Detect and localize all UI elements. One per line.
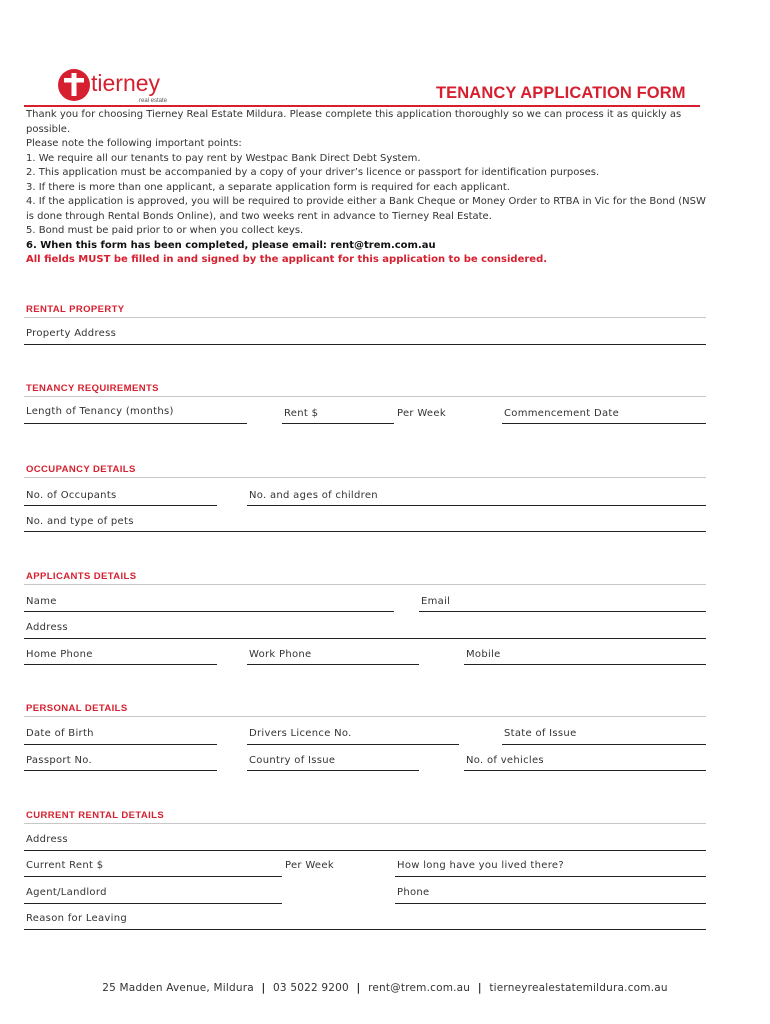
footer-address: 25 Madden Avenue, Mildura — [102, 982, 254, 994]
section-heading-personal: PERSONAL DETAILS — [26, 703, 128, 714]
state-of-issue-field[interactable] — [502, 744, 706, 745]
section-heading-current-rental: CURRENT RENTAL DETAILS — [26, 810, 165, 821]
page-title: TENANCY APPLICATION FORM — [436, 84, 686, 102]
dob-field[interactable] — [24, 744, 217, 745]
intro-point: 4. If the application is approved, you will be required to provide either a Bank Cheque or Money Order to RTBA in Vic for the Bond (NSW is done through Rental Bonds Online), and two weeks rent in advance to Tierney Real Estate. — [26, 196, 706, 222]
how-long-field[interactable] — [395, 876, 706, 877]
intro-text — [26, 108, 706, 268]
section-divider — [24, 716, 706, 717]
country-of-issue-label: Country of Issue — [249, 755, 336, 766]
country-of-issue-field[interactable] — [247, 770, 419, 771]
state-of-issue-label: State of Issue — [504, 728, 577, 739]
intro-warning: All fields MUST be filled in and signed by the applicant for this application to be considered. — [26, 254, 548, 265]
footer-phone: 03 5022 9200 — [273, 982, 349, 994]
reason-for-leaving-label: Reason for Leaving — [26, 913, 128, 924]
length-of-tenancy-field[interactable] — [24, 423, 247, 424]
current-rent-field[interactable] — [24, 876, 282, 877]
section-heading-occupancy: OCCUPANCY DETAILS — [26, 464, 136, 475]
rent-field[interactable] — [282, 423, 394, 424]
licence-field[interactable] — [247, 744, 459, 745]
commencement-date-field[interactable] — [502, 423, 706, 424]
logo-wordmark: tierney — [91, 70, 161, 96]
mobile-label: Mobile — [466, 649, 501, 660]
vehicles-field[interactable] — [464, 770, 706, 771]
footer-website[interactable]: tierneyrealestatemildura.com.au — [489, 982, 668, 994]
passport-field[interactable] — [24, 770, 217, 771]
occupants-label: No. of Occupants — [26, 490, 117, 501]
pets-field[interactable] — [24, 531, 706, 532]
footer-separator: | — [356, 982, 361, 994]
logo-tagline: real estate — [139, 98, 168, 104]
vehicles-label: No. of vehicles — [466, 755, 544, 766]
current-rent-label: Current Rent $ — [26, 860, 104, 871]
section-divider — [24, 317, 706, 318]
tierney-logo-icon — [55, 64, 215, 106]
address-field[interactable] — [24, 638, 706, 639]
intro-point: 2. This application must be accompanied by a copy of your driver’s licence or passport for identification purposes. — [26, 167, 600, 178]
how-long-label: How long have you lived there? — [397, 860, 564, 871]
address-label: Address — [26, 622, 68, 633]
reason-for-leaving-field[interactable] — [24, 929, 706, 930]
commencement-date-label: Commencement Date — [504, 408, 620, 419]
footer-email[interactable]: rent@trem.com.au — [368, 982, 471, 994]
footer — [0, 982, 770, 994]
agent-landlord-label: Agent/Landlord — [26, 887, 107, 898]
section-heading-tenancy-requirements: TENANCY REQUIREMENTS — [26, 383, 159, 394]
agent-landlord-field[interactable] — [24, 903, 282, 904]
intro-line: Thank you for choosing Tierney Real Estate Mildura. Please complete this application thoroughly so we can process it as quickly as possible. — [26, 109, 682, 135]
name-label: Name — [26, 596, 57, 607]
section-heading-applicants: APPLICANTS DETAILS — [26, 571, 137, 582]
section-divider — [24, 584, 706, 585]
licence-label: Drivers Licence No. — [249, 728, 352, 739]
section-divider — [24, 477, 706, 478]
intro-point: 1. We require all our tenants to pay rent by Westpac Bank Direct Debt System. — [26, 152, 421, 164]
current-address-field[interactable] — [24, 850, 706, 851]
landlord-phone-label: Phone — [397, 887, 430, 898]
mobile-field[interactable] — [464, 664, 706, 665]
section-divider — [24, 823, 706, 824]
occupants-field[interactable] — [24, 505, 217, 506]
current-per-week-label: Per Week — [285, 860, 334, 871]
section-divider — [24, 396, 706, 397]
intro-line: Please note the following important points: — [26, 138, 242, 149]
rent-label: Rent $ — [284, 408, 319, 419]
home-phone-field[interactable] — [24, 664, 217, 665]
work-phone-field[interactable] — [247, 664, 419, 665]
email-field[interactable] — [419, 611, 706, 612]
property-address-field[interactable] — [24, 344, 706, 345]
property-address-label: Property Address — [26, 328, 117, 339]
home-phone-label: Home Phone — [26, 649, 93, 660]
intro-point: 5. Bond must be paid prior to or when you collect keys. — [26, 225, 304, 236]
dob-label: Date of Birth — [26, 728, 94, 739]
footer-separator: | — [261, 982, 266, 994]
length-of-tenancy-label: Length of Tenancy (months) — [26, 406, 174, 417]
title-divider — [24, 105, 700, 107]
work-phone-label: Work Phone — [249, 649, 312, 660]
children-field[interactable] — [247, 505, 706, 506]
name-field[interactable] — [24, 611, 394, 612]
email-label: Email — [421, 596, 451, 607]
per-week-label: Per Week — [397, 408, 446, 419]
section-heading-rental-property: RENTAL PROPERTY — [26, 304, 125, 315]
current-address-label: Address — [26, 834, 68, 845]
footer-separator: | — [477, 982, 482, 994]
intro-email-point: 6. When this form has been completed, please email: rent@trem.com.au — [26, 239, 436, 251]
company-logo — [55, 64, 215, 106]
landlord-phone-field[interactable] — [395, 903, 706, 904]
intro-point: 3. If there is more than one applicant, a separate application form is required for each applicant. — [26, 181, 510, 193]
passport-label: Passport No. — [26, 755, 93, 766]
pets-label: No. and type of pets — [26, 516, 134, 527]
children-label: No. and ages of children — [249, 490, 378, 501]
